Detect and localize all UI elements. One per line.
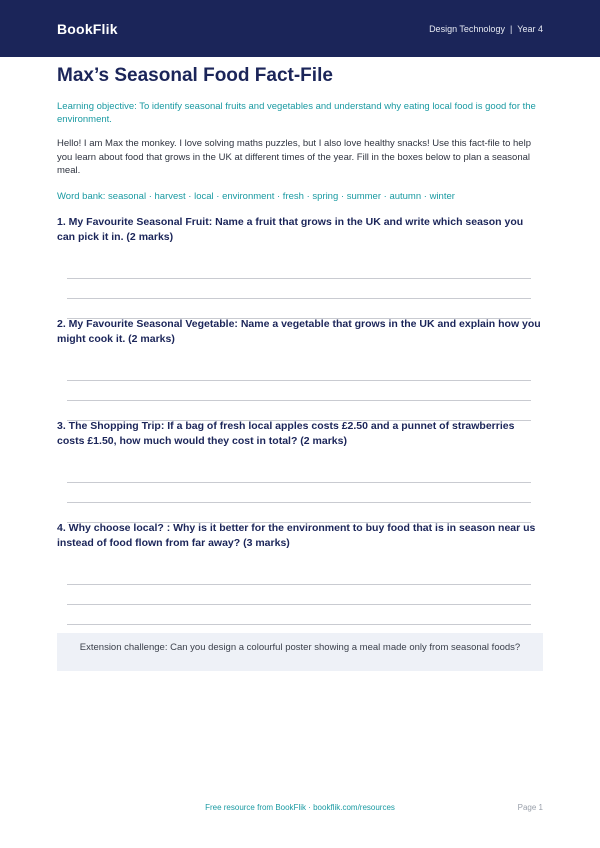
brand-logo: BookFlik [57, 20, 118, 37]
header-meta [429, 24, 543, 34]
answer-line[interactable] [67, 298, 531, 299]
answer-line[interactable] [67, 380, 531, 381]
answer-line[interactable] [67, 502, 531, 503]
question-text: 2. My Favourite Seasonal Vegetable: Name a vegetable that grows in the UK and explain how you might cook it. (2 marks) [57, 318, 541, 345]
subject-label: Design Technology [429, 23, 505, 34]
intro-section [57, 65, 543, 203]
page-title: Max’s Seasonal Food Fact-File [57, 65, 333, 86]
answer-line[interactable] [67, 278, 531, 279]
question-text: 4. Why choose local? : Why is it better for the environment to buy food that is in season near us instead of food flown from far away? (3 marks) [57, 522, 536, 549]
question-text: 3. The Shopping Trip: If a bag of fresh local apples costs £2.50 and a punnet of strawberries costs £1.50, how much would they cost in total? (2 marks) [57, 420, 515, 447]
page-header [0, 0, 600, 57]
question-text: 1. My Favourite Seasonal Fruit: Name a fruit that grows in the UK and write which season you can pick it in. (2 marks) [57, 216, 524, 243]
header-separator: | [509, 23, 513, 34]
learning-objective: Learning objective: To identify seasonal fruits and vegetables and understand why eating local food is good for the environment. [57, 101, 536, 125]
answer-line[interactable] [67, 584, 531, 585]
year-label: Year 4 [517, 23, 543, 34]
answer-line[interactable] [67, 482, 531, 483]
question-4 [57, 521, 543, 551]
answer-line[interactable] [67, 400, 531, 401]
page-number: Page 1 [517, 803, 543, 812]
word-bank: Word bank: seasonal · harvest · local · environment · fresh · spring · summer · autumn · winter [57, 190, 455, 202]
extension-challenge: Extension challenge: Can you design a colourful poster showing a meal made only from seasonal foods? [57, 633, 543, 671]
question-1 [57, 215, 543, 245]
footer-link[interactable]: Free resource from BookFlik · bookflik.com/resources [205, 803, 395, 812]
question-3 [57, 419, 543, 449]
answer-line[interactable] [67, 604, 531, 605]
intro-text: Hello! I am Max the monkey. I love solving maths puzzles, but I also love healthy snacks! Use this fact-file to help you learn about food that grows in the UK at different times of the year. Fill in the boxes below to plan a seasonal meal. [57, 138, 531, 176]
answer-line[interactable] [67, 624, 531, 625]
question-2 [57, 317, 543, 347]
